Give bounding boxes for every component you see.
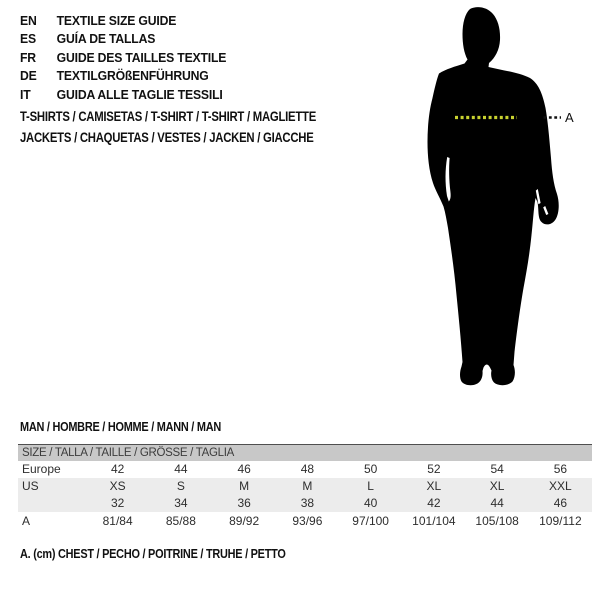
table-cell: 97/100	[352, 514, 389, 528]
section-title-man: MAN / HOMBRE / HOMME / MANN / MAN	[20, 419, 221, 434]
language-row-de	[20, 67, 226, 85]
table-cell: 81/84	[102, 514, 133, 528]
measurement-footnote: A. (cm) CHEST / PECHO / POITRINE / TRUHE / PETTO	[20, 546, 286, 561]
table-cell: 38	[300, 496, 315, 510]
table-cell: 101/104	[412, 514, 456, 528]
table-cell: XL	[489, 479, 505, 493]
language-label: GUIDA ALLE TAGLIE TESSILI	[56, 86, 223, 102]
category-lines	[20, 106, 316, 148]
language-code: IT	[20, 86, 31, 102]
table-cell: XS	[109, 479, 126, 493]
table-cell: 46	[553, 496, 568, 510]
language-row-en	[20, 12, 226, 30]
row-label	[18, 495, 86, 512]
table-cell: 105/108	[475, 514, 519, 528]
language-label: GUIDE DES TAILLES TEXTILE	[56, 49, 227, 65]
language-code: DE	[20, 68, 37, 84]
language-code: EN	[20, 13, 37, 28]
language-row-it	[20, 86, 226, 104]
table-cell: 93/96	[292, 514, 323, 528]
category-line-tshirts: T-SHIRTS / CAMISETAS / T-SHIRT / T-SHIRT / MAGLIETTE	[20, 109, 317, 124]
table-cell: 48	[300, 462, 315, 476]
size-table-header: SIZE / TALLA / TAILLE / GRÖSSE / TAGLIA	[18, 445, 592, 461]
table-cell: 85/88	[165, 514, 196, 528]
table-row-us-letters	[18, 478, 592, 495]
table-cell: 50	[363, 462, 378, 476]
table-cell: S	[176, 479, 185, 493]
table-row-chest-cm	[18, 512, 592, 530]
language-code: FR	[20, 49, 36, 65]
table-cell: XXL	[549, 479, 572, 493]
table-row-europe	[18, 461, 592, 478]
language-label: TEXTILGRÖßENFÜHRUNG	[56, 68, 209, 84]
table-cell: 109/112	[539, 514, 582, 528]
table-cell: 52	[427, 462, 441, 476]
table-cell: 34	[174, 496, 188, 510]
language-row-es	[20, 30, 226, 48]
measure-a-label: A	[565, 110, 574, 125]
row-label: A	[22, 514, 31, 528]
size-table	[18, 444, 592, 530]
table-cell: 42	[427, 496, 441, 510]
table-cell: 44	[174, 462, 188, 476]
man-silhouette-figure	[395, 0, 600, 400]
language-label: GUÍA DE TALLAS	[56, 31, 156, 47]
table-cell: 46	[237, 462, 251, 476]
table-cell: M	[302, 479, 313, 493]
language-row-fr	[20, 49, 226, 67]
table-cell: M	[239, 479, 250, 493]
table-cell: 89/92	[229, 514, 260, 528]
table-cell: 36	[237, 496, 251, 510]
row-label: Europe	[22, 462, 61, 476]
table-cell: XL	[426, 479, 442, 493]
table-cell: L	[367, 479, 374, 493]
language-label: TEXTILE SIZE GUIDE	[56, 13, 177, 28]
table-cell: 44	[490, 496, 504, 510]
row-label: US	[22, 479, 39, 493]
table-cell: 40	[363, 496, 378, 510]
language-code: ES	[20, 31, 36, 47]
table-row-us-numbers	[18, 495, 592, 512]
category-line-jackets: JACKETS / CHAQUETAS / VESTES / JACKEN / GIACCHE	[20, 130, 314, 145]
language-list	[20, 12, 239, 104]
table-cell: 32	[110, 496, 125, 510]
table-cell: 56	[553, 462, 568, 476]
table-cell: 42	[110, 462, 125, 476]
table-cell: 54	[490, 462, 504, 476]
